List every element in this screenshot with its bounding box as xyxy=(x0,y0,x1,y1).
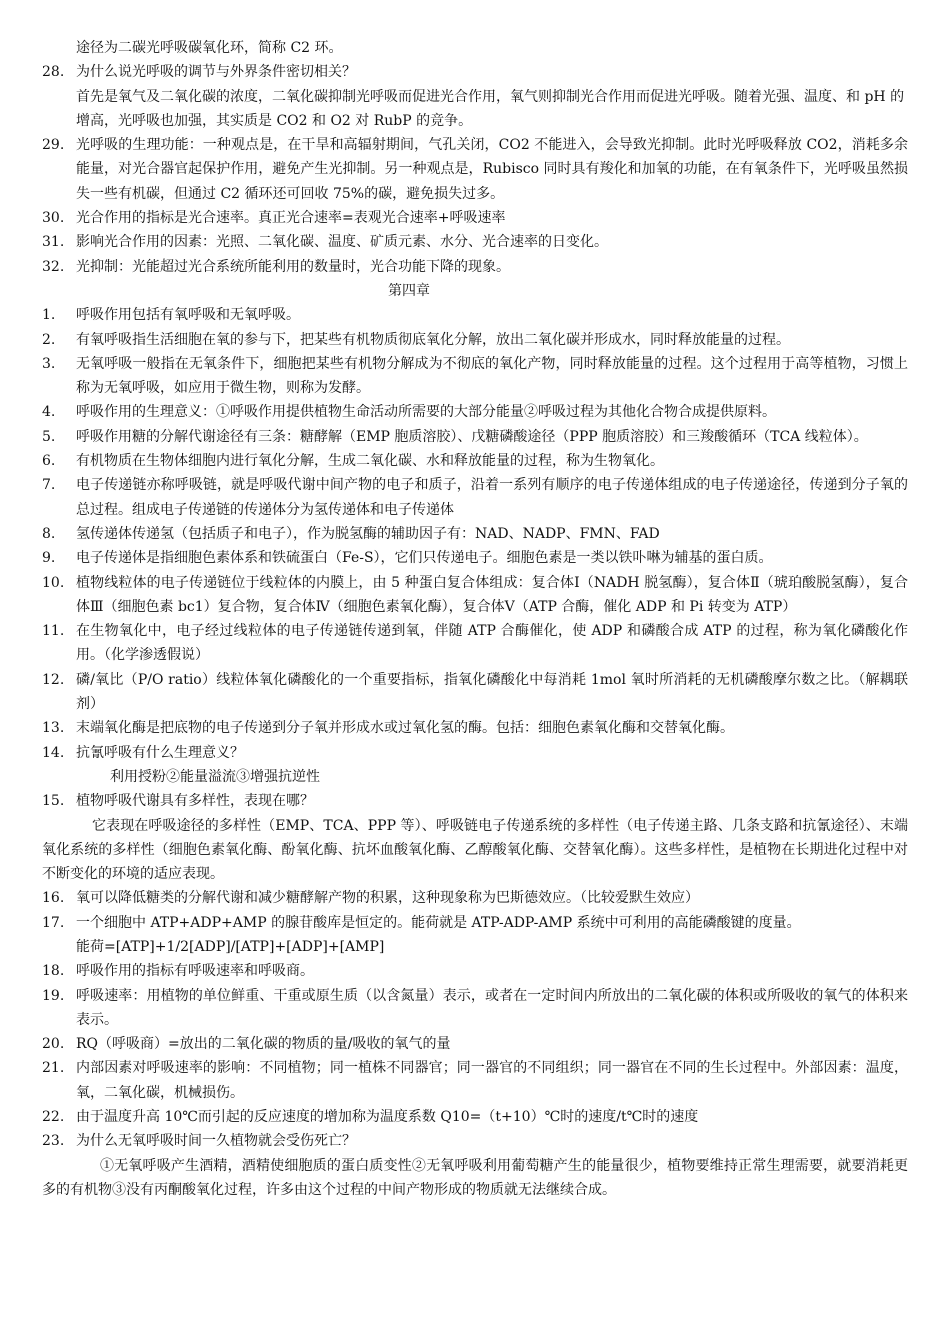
item-text: 植物呼吸代谢具有多样性，表现在哪？ xyxy=(76,793,314,810)
item-text: 呼吸作用的指标有呼吸速率和呼吸商。 xyxy=(76,963,314,980)
list-item xyxy=(42,789,908,813)
item-text: 电子传递体是指细胞色素体系和铁硫蛋白（Fe-S），它们只传递电子。细胞色素是一类以铁卟啉为辅基的蛋白质。 xyxy=(76,550,773,567)
q28-answer: 首先是氧气及二氧化碳的浓度，二氧化碳抑制光呼吸而促进光合作用，氧气则抑制光合作用而促进光呼吸。随着光强、温度、和 pH 的增高，光呼吸也加强，其实质是 CO2 和 O2 对 RubP 的竞争。 xyxy=(76,88,905,129)
list-item xyxy=(42,1105,908,1129)
item-number: 7. xyxy=(42,477,56,494)
list-item xyxy=(42,668,908,717)
item-number: 32. xyxy=(42,258,65,275)
list-item xyxy=(42,886,908,910)
list-item xyxy=(42,984,908,1033)
item-number: 19. xyxy=(42,987,65,1004)
item-text: 光抑制：光能超过光合系统所能利用的数量时，光合功能下降的现象。 xyxy=(76,258,510,275)
lead-line: 途径为二碳光呼吸碳氧化环，简称 C2 环。 xyxy=(76,40,343,56)
list-block-b xyxy=(42,133,908,279)
item-text: 为什么说光呼吸的调节与外界条件密切相关？ xyxy=(76,64,356,81)
item-text: 在生物氧化中，电子经过线粒体的电子传递链传递到氧，伴随 ATP 合酶催化，使 ADP 和磷酸合成 ATP 的过程，称为氧化磷酸化作用。（化学渗透假说） xyxy=(76,623,908,664)
list-item xyxy=(42,206,908,230)
list-block-a xyxy=(42,60,908,84)
item-text: 由于温度升高 10℃而引起的反应速度的增加称为温度系数 Q10=（t+10）℃时的速度/t℃时的速度 xyxy=(76,1109,699,1126)
item-text: 氢传递体传递氢（包括质子和电子），作为脱氢酶的辅助因子有：NAD、NADP、FMN、FAD xyxy=(76,525,660,542)
list-item xyxy=(42,400,908,424)
chapter-title: 第四章 xyxy=(388,282,430,299)
list-item xyxy=(42,716,908,740)
q14-answer: 利用授粉②能量溢流③增强抗逆性 xyxy=(110,768,320,785)
item-text: 呼吸作用糖的分解代谢途径有三条：糖酵解（EMP 胞质溶胶）、戊糖磷酸途径（PPP 胞质溶胶）和三羧酸循环（TCA 线粒体）。 xyxy=(76,428,868,445)
item-number: 9. xyxy=(42,550,56,567)
q17-formula: 能荷=[ATP]+1/2[ADP]/[ATP]+[ADP]+[AMP] xyxy=(76,938,385,955)
list-item xyxy=(42,352,908,401)
item-number: 5. xyxy=(42,428,56,445)
item-text: 氧可以降低糖类的分解代谢和减少糖酵解产物的积累，这种现象称为巴斯德效应。（比较爱默生效应） xyxy=(76,890,699,907)
list-item xyxy=(42,255,908,279)
document-page xyxy=(42,36,908,1202)
item-text: 为什么无氧呼吸时间一久植物就会受伤死亡？ xyxy=(76,1133,356,1150)
list-item xyxy=(42,619,908,668)
item-number: 4. xyxy=(42,404,56,421)
item-number: 3. xyxy=(42,355,56,372)
item-number: 11. xyxy=(42,623,65,640)
list-item xyxy=(42,425,908,449)
item-number: 22. xyxy=(42,1109,65,1126)
item-number: 1. xyxy=(42,307,56,324)
item-number: 21. xyxy=(42,1060,65,1077)
item-number: 28. xyxy=(42,64,65,81)
item-number: 13. xyxy=(42,720,65,737)
item-number: 10. xyxy=(42,574,65,591)
item-text: 一个细胞中 ATP+ADP+AMP 的腺苷酸库是恒定的。能荷就是 ATP-ADP-AMP 系统中可利用的高能磷酸键的度量。 xyxy=(76,914,801,931)
item-text: RQ（呼吸商）=放出的二氧化碳的物质的量/吸收的氧气的量 xyxy=(76,1036,451,1053)
item-text: 影响光合作用的因素：光照、二氧化碳、温度、矿质元素、水分、光合速率的日变化。 xyxy=(76,234,608,251)
item-text: 无氧呼吸一般指在无氧条件下，细胞把某些有机物分解成为不彻底的氧化产物，同时释放能量的过程。这个过程用于高等植物，习惯上称为无氧呼吸，如应用于微生物，则称为发酵。 xyxy=(76,355,908,397)
list-item xyxy=(42,133,908,206)
list-block-c xyxy=(42,303,908,765)
item-text: 有机物质在生物体细胞内进行氧化分解，生成二氧化碳、水和释放能量的过程，称为生物氧化。 xyxy=(76,453,664,470)
item-number: 23. xyxy=(42,1133,65,1150)
list-item xyxy=(42,449,908,473)
item-number: 14. xyxy=(42,744,65,761)
item-number: 29. xyxy=(42,137,65,154)
list-item xyxy=(42,230,908,254)
item-number: 8. xyxy=(42,525,56,542)
list-item xyxy=(42,741,908,765)
list-item xyxy=(42,303,908,327)
item-text: 呼吸作用包括有氧呼吸和无氧呼吸。 xyxy=(76,307,300,324)
item-number: 18. xyxy=(42,963,65,980)
item-number: 12. xyxy=(42,671,65,688)
list-item xyxy=(42,911,908,935)
item-text: 光合作用的指标是光合速率。真正光合速率=表观光合速率+呼吸速率 xyxy=(76,210,506,227)
list-block-f xyxy=(42,959,908,1153)
item-number: 31. xyxy=(42,234,65,251)
item-text: 植物线粒体的电子传递链位于线粒体的内膜上，由 5 种蛋白复合体组成：复合体Ⅰ（NADH 脱氢酶），复合体Ⅱ（琥珀酸脱氢酶），复合体Ⅲ（细胞色素 bc1）复合物，复合体Ⅳ（细胞色素氧化酶），复合体Ⅴ（ATP 合酶，催化 ADP 和 Pi 转变为 ATP） xyxy=(76,574,908,615)
list-item xyxy=(42,473,908,522)
item-text: 电子传递链亦称呼吸链，就是呼吸代谢中间产物的电子和质子，沿着一系列有顺序的电子传递体组成的电子传递途径，传递到分子氧的总过程。组成电子传递链的传递体分为氢传递体和电子传递体 xyxy=(76,477,908,518)
item-number: 2. xyxy=(42,331,56,348)
list-item xyxy=(42,328,908,352)
item-number: 15. xyxy=(42,793,65,810)
list-item xyxy=(42,546,908,570)
item-number: 17. xyxy=(42,914,65,931)
item-text: 有氧呼吸指生活细胞在氧的参与下，把某些有机物质彻底氧化分解，放出二氧化碳并形成水，同时释放能量的过程。 xyxy=(76,331,790,348)
item-text: 磷/氧比（P/O ratio）线粒体氧化磷酸化的一个重要指标，指氧化磷酸化中每消耗 1mol 氧时所消耗的无机磷酸摩尔数之比。（解耦联剂） xyxy=(76,671,908,713)
list-item xyxy=(42,571,908,620)
item-text: 内部因素对呼吸速率的影响：不同植物；同一植株不同器官；同一器官的不同组织；同一器官在不同的生长过程中。外部因素：温度，氧，二氧化碳，机械损伤。 xyxy=(76,1060,908,1101)
list-item xyxy=(42,60,908,84)
list-item xyxy=(42,522,908,546)
list-block-e xyxy=(42,886,908,935)
item-number: 6. xyxy=(42,453,56,470)
list-block-d xyxy=(42,789,908,813)
list-item xyxy=(42,1032,908,1056)
q23-answer: ①无氧呼吸产生酒精，酒精使细胞质的蛋白质变性②无氧呼吸利用葡萄糖产生的能量很少，植物要维持正常生理需要，就要消耗更多的有机物③没有丙酮酸氧化过程，许多由这个过程的中间产物形成的物质就无法继续合成。 xyxy=(42,1157,908,1198)
item-number: 16. xyxy=(42,890,65,907)
item-text: 光呼吸的生理功能：一种观点是，在干旱和高辐射期间，气孔关闭，CO2 不能进入，会导致光抑制。此时光呼吸释放 CO2，消耗多余能量，对光合器官起保护作用，避免产生光抑制。另一种观点是，Rubisco 同时具有羧化和加氧的功能，在有氧条件下，光呼吸虽然损失一些有机碳，但通过 C2 循环还可回收 75%的碳，避免损失过多。 xyxy=(76,137,908,202)
item-text: 抗氰呼吸有什么生理意义？ xyxy=(76,744,244,761)
q15-answer: 它表现在呼吸途径的多样性（EMP、TCA、PPP 等）、呼吸链电子传递系统的多样性（电子传递主路、几条支路和抗氰途径）、末端氧化系统的多样性（细胞色素氧化酶、酚氧化酶、抗坏血酸氧化酶、乙醇酸氧化酶、交替氧化酶）。这些多样性，是植物在长期进化过程中对不断变化的环境的适应表现。 xyxy=(42,817,908,883)
list-item xyxy=(42,1129,908,1153)
item-text: 呼吸速率：用植物的单位鲜重、干重或原生质（以含氮量）表示，或者在一定时间内所放出的二氧化碳的体积或所吸收的氧气的体积来表示。 xyxy=(76,987,908,1028)
list-item xyxy=(42,959,908,983)
item-number: 20. xyxy=(42,1036,65,1053)
item-text: 末端氧化酶是把底物的电子传递到分子氧并形成水或过氧化氢的酶。包括：细胞色素氧化酶和交替氧化酶。 xyxy=(76,720,734,737)
item-text: 呼吸作用的生理意义：①呼吸作用提供植物生命活动所需要的大部分能量②呼吸过程为其他化合物合成提供原料。 xyxy=(76,404,776,421)
list-item xyxy=(42,1056,908,1105)
item-number: 30. xyxy=(42,210,65,227)
